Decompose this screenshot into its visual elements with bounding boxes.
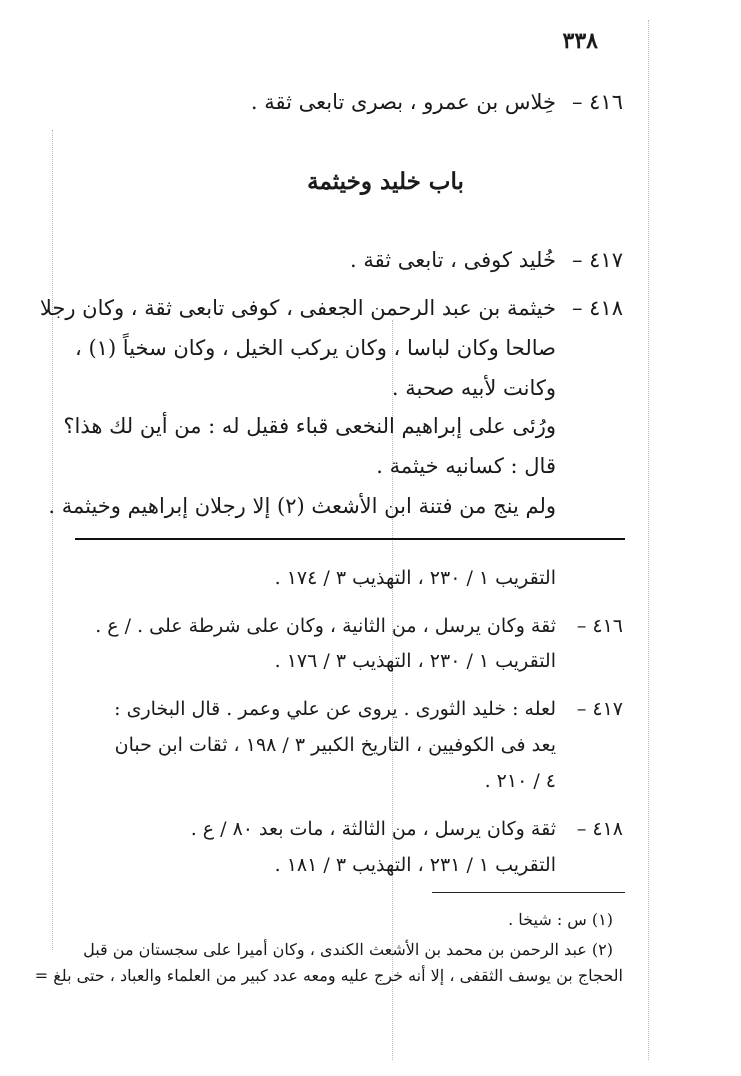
entry-text-line: وكانت لأبيه صحبة . (391, 376, 556, 400)
footnote-line: (٢) عبد الرحمن بن محمد بن الأشعث الكندى ، وكان أميرا على سجستان من قبل (83, 940, 613, 959)
footnote-line: الحجاج بن يوسف الثقفى ، إلا أنه خرج عليه ومعه عدد كبير من العلماء والعباد ، حتى بلغ = (34, 966, 623, 985)
entry-number: ٤١٦ – (571, 90, 623, 114)
entry-text-line: ورُئى على إبراهيم النخعى قباء فقيل له : من أين لك هذا؟ (63, 414, 556, 438)
main-separator (75, 538, 625, 540)
note-number: ٤١٨ – (576, 818, 623, 840)
note-text-line: التقريب ١ / ٢٣١ ، التهذيب ٣ / ١٨١ . (274, 854, 556, 876)
footnote-line: (١) س : شيخا . (508, 910, 613, 929)
note-text-line: يعد فى الكوفيين ، التاريخ الكبير ٣ / ١٩٨ ، ثقات ابن حبان (114, 734, 556, 756)
note-text-line: ٤ / ٢١٠ . (484, 770, 556, 792)
note-text-line: لعله : خليد الثورى . يروى عن علي وعمر . قال البخارى : (114, 698, 556, 720)
entry-text-line: صالحا وكان لباسا ، وكان يركب الخيل ، وكان سخياً (١) ، (75, 336, 556, 360)
entry-number: ٤١٨ – (571, 296, 623, 320)
entry-text-line: خيثمة بن عبد الرحمن الجعفى ، كوفى تابعى ثقة ، وكان رجلا (39, 296, 556, 320)
note-text-line: ثقة وكان يرسل ، من الثانية ، وكان على شرطة على . / ع . (95, 615, 556, 637)
note-text-line: ثقة وكان يرسل ، من الثالثة ، مات بعد ٨٠ / ع . (190, 818, 556, 840)
note-number: ٤١٧ – (576, 698, 623, 720)
entry-text-line: خِلاس بن عمرو ، بصرى تابعى ثقة . (250, 90, 556, 114)
footnote-separator (432, 892, 625, 893)
entry-number: ٤١٧ – (571, 248, 623, 272)
entry-text-line: خُليد كوفى ، تابعى ثقة . (350, 248, 556, 272)
page-number: ٣٣٨ (562, 28, 598, 54)
note-text-line: التقريب ١ / ٢٣٠ ، التهذيب ٣ / ١٧٦ . (274, 650, 556, 672)
section-heading: باب خليد وخيثمة (307, 168, 464, 195)
note-text-line: التقريب ١ / ٢٣٠ ، التهذيب ٣ / ١٧٤ . (274, 567, 556, 589)
entry-text-line: ولم ينج من فتنة ابن الأشعث (٢) إلا رجلان إبراهيم وخيثمة . (48, 494, 556, 518)
entry-text-line: قال : كسانيه خيثمة . (376, 454, 556, 478)
note-number: ٤١٦ – (576, 615, 623, 637)
scan-artifact-line (52, 130, 53, 950)
